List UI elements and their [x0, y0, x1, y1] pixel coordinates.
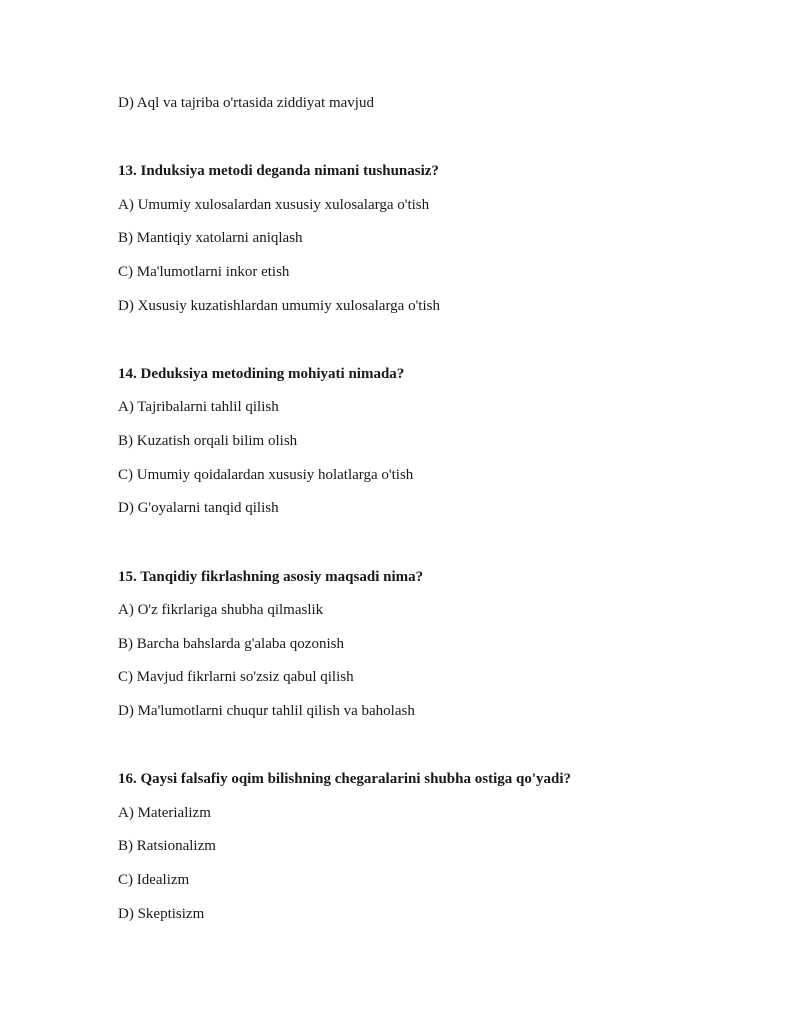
option-d-prev: D) Aql va tajriba o'rtasida ziddiyat mavjud	[118, 95, 374, 111]
question-15-option-b: B) Barcha bahslarda g'alaba qozonish	[118, 636, 344, 652]
question-16-option-b: B) Ratsionalizm	[118, 838, 216, 854]
question-15-option-c: C) Mavjud fikrlarni so'zsiz qabul qilish	[118, 669, 354, 685]
question-13-option-c: C) Ma'lumotlarni inkor etish	[118, 264, 290, 280]
question-14-option-b: B) Kuzatish orqali bilim olish	[118, 433, 298, 449]
question-16-option-c: C) Idealizm	[118, 872, 190, 888]
question-14-title: 14. Deduksiya metodining mohiyati nimada?	[118, 366, 405, 382]
question-13-option-a: A) Umumiy xulosalardan xususiy xulosalarga o'tish	[118, 197, 430, 213]
question-14-option-c: C) Umumiy qoidalardan xususiy holatlarga o'tish	[118, 467, 414, 483]
question-15-title: 15. Tanqidiy fikrlashning asosiy maqsadi nima?	[118, 569, 424, 585]
question-14-option-d: D) G'oyalarni tanqid qilish	[118, 500, 279, 516]
question-16-option-d: D) Skeptisizm	[118, 906, 205, 922]
question-13-title: 13. Induksiya metodi deganda nimani tushunasiz?	[118, 163, 439, 179]
question-16-option-a: A) Materializm	[118, 805, 211, 821]
question-14-option-a: A) Tajribalarni tahlil qilish	[118, 399, 279, 415]
question-16-title: 16. Qaysi falsafiy oqim bilishning chegaralarini shubha ostiga qo'yadi?	[118, 771, 572, 787]
question-13-option-d: D) Xususiy kuzatishlardan umumiy xulosalarga o'tish	[118, 298, 440, 314]
question-15-option-d: D) Ma'lumotlarni chuqur tahlil qilish va baholash	[118, 703, 415, 719]
question-13-option-b: B) Mantiqiy xatolarni aniqlash	[118, 230, 303, 246]
question-15-option-a: A) O'z fikrlariga shubha qilmaslik	[118, 602, 324, 618]
